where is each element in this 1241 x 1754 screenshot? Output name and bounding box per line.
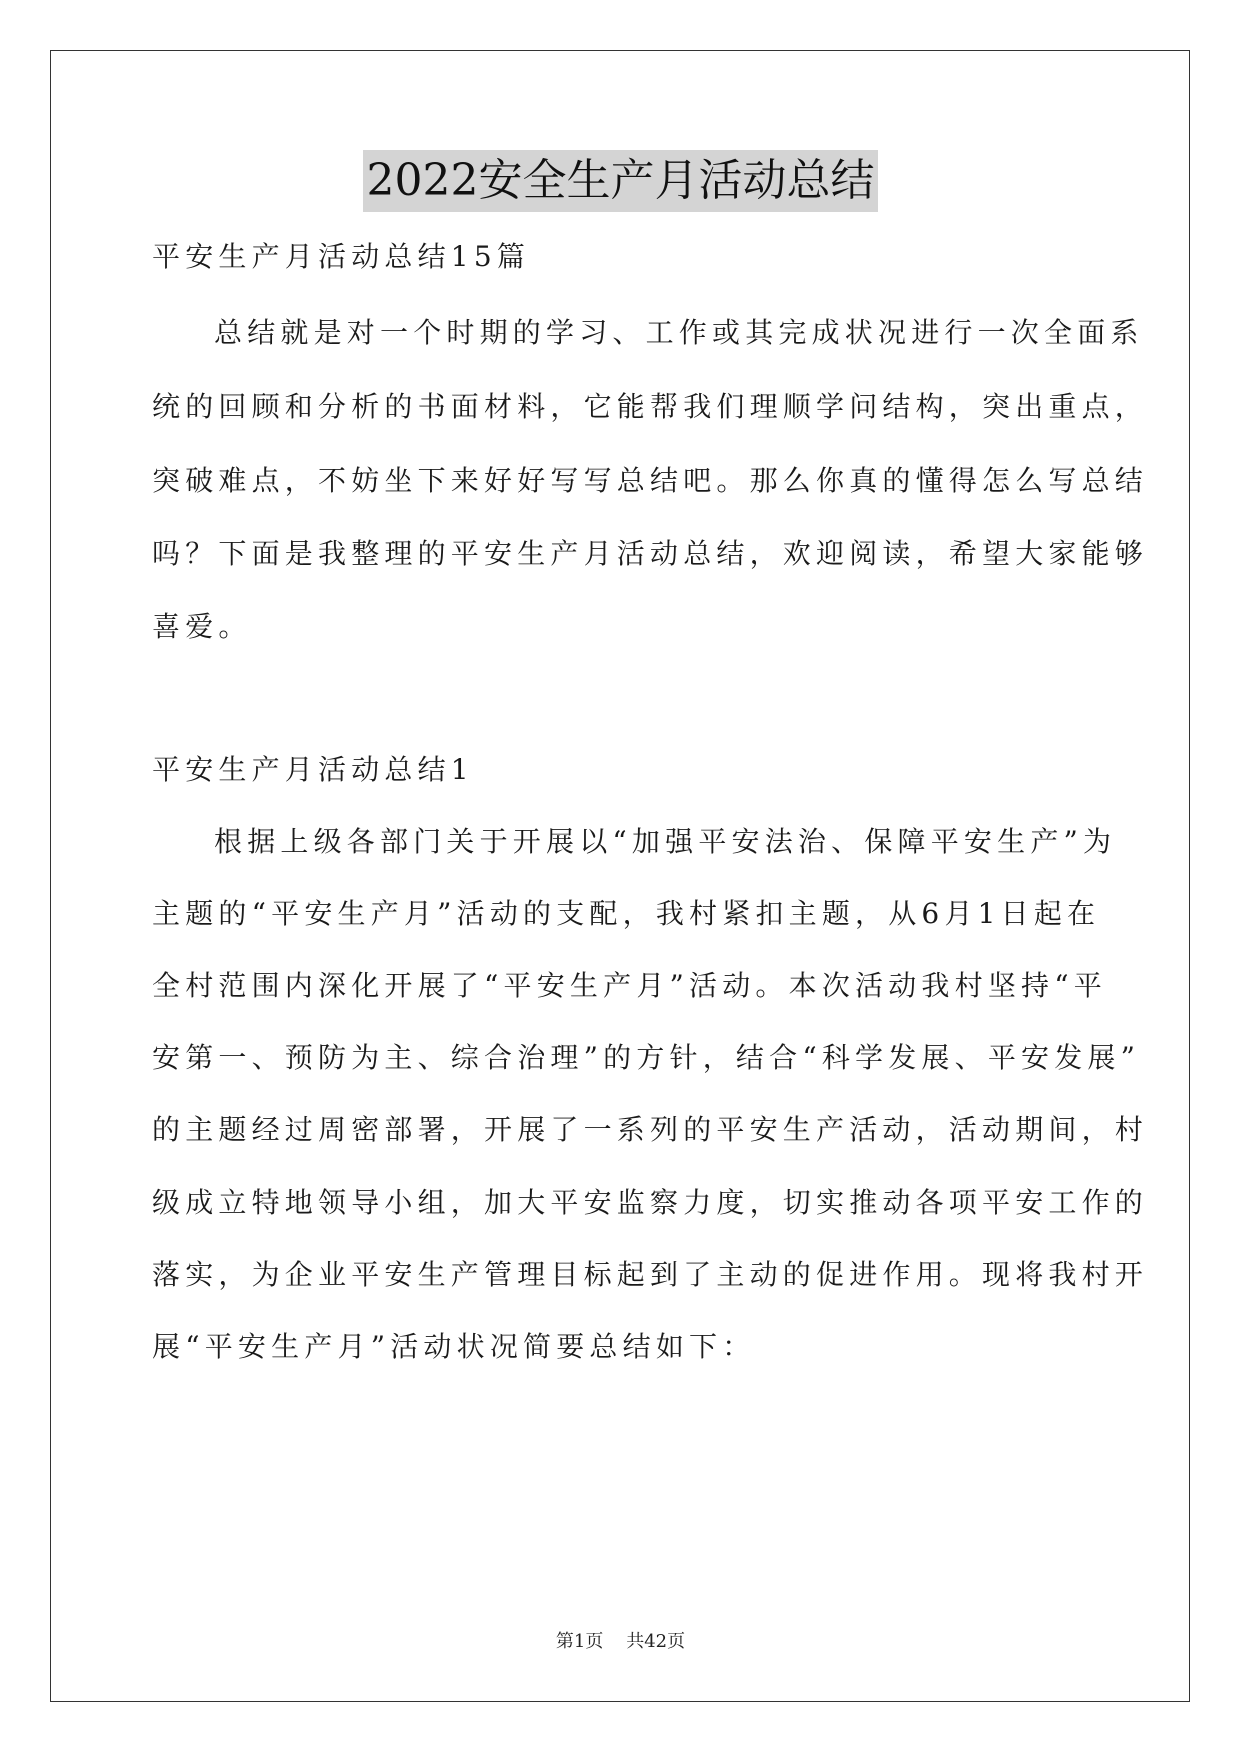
intro-line: 总结就是对一个时期的学习、工作或其完成状况进行一次全面系 <box>214 316 1144 349</box>
intro-line: 吗？下面是我整理的平安生产月活动总结，欢迎阅读，希望大家能够 <box>152 537 1149 570</box>
intro-line: 喜爱。 <box>152 610 252 643</box>
body-line: 全村范围内深化开展了“平安生产月”活动。本次活动我村坚持“平 <box>152 969 1107 1002</box>
body-line: 的主题经过周密部署，开展了一系列的平安生产活动，活动期间，村 <box>152 1113 1149 1146</box>
section-heading: 平安生产月活动总结1 <box>152 753 474 786</box>
page-number: 第1页 <box>555 1631 604 1652</box>
document-title: 2022安全生产月活动总结 <box>363 150 879 212</box>
intro-line: 突破难点，不妨坐下来好好写写总结吧。那么你真的懂得怎么写总结 <box>152 464 1149 497</box>
body-line: 安第一、预防为主、综合治理”的方针，结合“科学发展、平安发展” <box>152 1041 1141 1074</box>
body-line: 根据上级各部门关于开展以“加强平安法治、保障平安生产”为 <box>214 825 1117 858</box>
page-border <box>50 50 1190 1702</box>
page-total: 共42页 <box>626 1631 686 1652</box>
body-line: 主题的“平安生产月”活动的支配，我村紧扣主题，从6月1日起在 <box>152 897 1101 930</box>
body-line: 落实，为企业平安生产管理目标起到了主动的促进作用。现将我村开 <box>152 1258 1149 1291</box>
body-line: 展“平安生产月”活动状况简要总结如下： <box>152 1330 756 1363</box>
page-footer <box>0 1627 1241 1653</box>
body-line: 级成立特地领导小组，加大平安监察力度，切实推动各项平安工作的 <box>152 1186 1149 1219</box>
title-wrap <box>0 150 1241 212</box>
intro-line: 统的回顾和分析的书面材料，它能帮我们理顺学问结构，突出重点， <box>152 390 1149 423</box>
subtitle: 平安生产月活动总结15篇 <box>152 240 531 273</box>
